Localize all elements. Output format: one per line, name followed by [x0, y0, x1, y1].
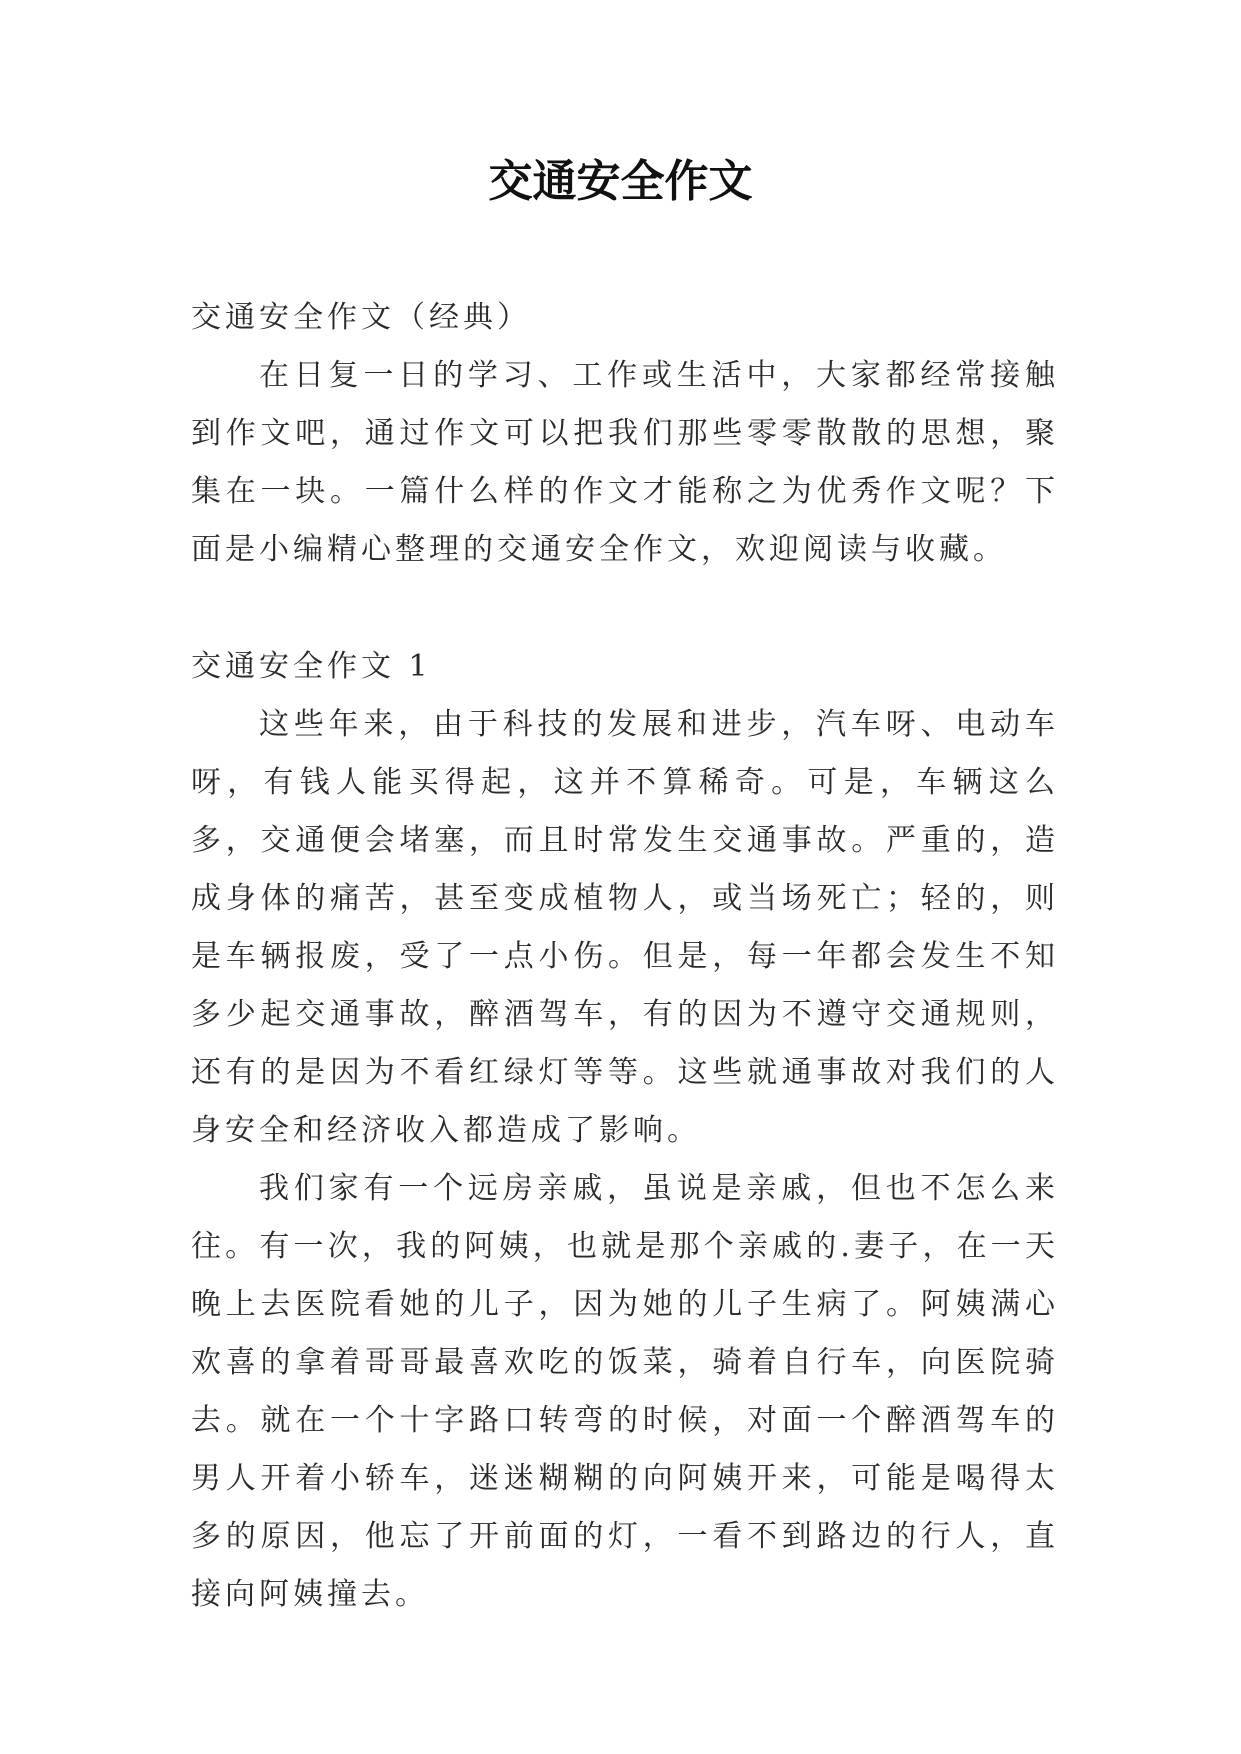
- document-title: 交通安全作文: [488, 156, 753, 207]
- essay-1-paragraph-2: 我们家有一个远房亲戚，虽说是亲戚，但也不怎么来往。有一次，我的阿姨，也就是那个亲戚的.妻子，在一天晚上去医院看她的儿子，因为她的儿子生病了。阿姨满心欢喜的拿着哥哥最喜欢吃的饭菜，骑着自行车，向医院骑去。就在一个十字路口转弯的时候，对面一个醉酒驾车的男人开着小轿车，迷迷糊糊的向阿姨开来，可能是喝得太多的原因，他忘了开前面的灯，一看不到路边的行人，直接向阿姨撞去。: [191, 1171, 1059, 1612]
- essay-1-paragraph-1: 这些年来，由于科技的发展和进步，汽车呀、电动车呀，有钱人能买得起，这并不算稀奇。可是，车辆这么多，交通便会堵塞，而且时常发生交通事故。严重的，造成身体的痛苦，甚至变成植物人，或当场死亡；轻的，则是车辆报废，受了一点小伤。但是，每一年都会发生不知多少起交通事故，醉酒驾车，有的因为不遵守交通规则，还有的是因为不看红绿灯等等。这些就通事故对我们的人身安全和经济收入都造成了影响。: [191, 707, 1059, 1148]
- essay-1-section: [191, 638, 1059, 1624]
- intro-heading: 交通安全作文（经典）: [191, 300, 531, 335]
- essay-1-heading: 交通安全作文 1: [191, 649, 432, 684]
- intro-paragraph: 在日复一日的学习、工作或生活中，大家都经常接触到作文吧，通过作文可以把我们那些零零散散的思想，聚集在一块。一篇什么样的作文才能称之为优秀作文呢？下面是小编精心整理的交通安全作文，欢迎阅读与收藏。: [191, 358, 1059, 567]
- intro-section: [191, 289, 1059, 579]
